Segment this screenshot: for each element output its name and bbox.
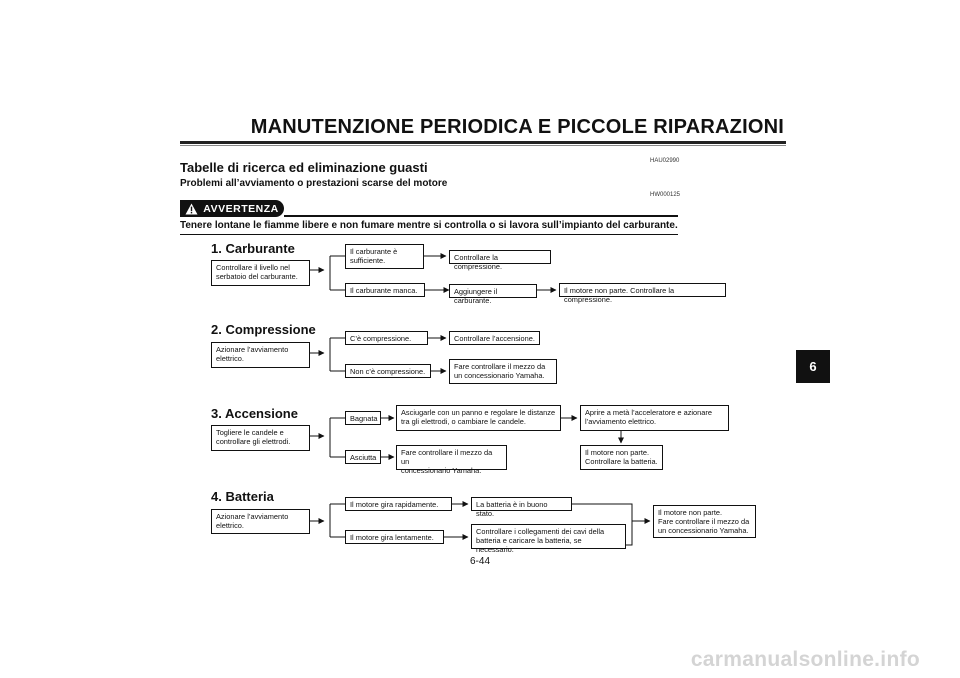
compressione-yes-action-box [449,331,540,345]
accensione-wet-action-box [396,405,561,431]
carburante-no-action-box [449,284,537,305]
section-subtitle: Problemi all’avviamento o prestazioni scarse del motore [180,178,448,189]
box-line: un concessionario Yamaha. [658,526,749,535]
box-line: elettrico. [216,354,244,363]
page-header-title: MANUTENZIONE PERIODICA E PICCOLE RIPARAZIONI [250,116,784,138]
accensione-dry-action-box [396,445,507,475]
box-line: serbatoio del carburante. [216,272,298,281]
carburante-yes-action-box [449,250,551,271]
box-line: Togliere le candele e [216,428,284,437]
compressione-start-box [211,342,310,368]
box-line: Azionare l’avviamento [216,345,289,354]
accensione-start-box [211,425,310,451]
compressione-no-box [345,364,431,378]
batteria-start-box [211,509,310,534]
box-line: Azionare l’avviamento [216,512,289,521]
accensione-wet-next-box [580,405,729,431]
box-line: La batteria è in buono stato. [476,500,548,518]
box-line: Il carburante manca. [350,286,418,295]
batteria-fast-result-box [471,497,572,518]
box-line: Aggiungere il carburante. [454,287,498,305]
section-title: Tabelle di ricerca ed eliminazione guasti [180,160,428,175]
carburante-yes-box [345,244,424,269]
box-line: Fare controllare il mezzo da un [401,448,493,466]
accensione-wet-result-box [580,445,663,470]
warning-code: HW000125 [650,192,681,198]
box-line: Asciugarle con un panno e regolare le distanze [401,408,556,417]
box-line: l’avviamento elettrico. [585,417,657,426]
batteria-final-box [653,505,756,538]
heading-carburante: 1. Carburante [211,241,295,256]
carburante-start-box [211,260,310,286]
box-line: Controllare i collegamenti dei cavi della [476,527,605,536]
box-line: Il carburante è [350,247,398,256]
warning-badge-label: AVVERTENZA [203,202,279,215]
warning-text: Tenere lontane le fiamme libere e non fumare mentre si controlla o si lavora sull’impianto del carburante. [180,220,678,231]
box-line: sufficiente. [350,256,386,265]
box-line: elettrico. [216,521,244,530]
box-line: Controllare la batteria. [585,457,658,466]
carburante-no-result-box [559,283,726,304]
box-line: Il motore non parte. [658,508,723,517]
box-line: un concessionario Yamaha. [454,371,545,380]
page-number: 6-44 [469,556,490,567]
box-line: controllare gli elettrodi. [216,437,291,446]
accensione-dry-box [345,450,381,464]
box-line: C’è compressione. [350,334,412,343]
box-line: Il motore gira rapidamente. [350,500,439,509]
box-line: Il motore non parte. [585,448,650,457]
watermark [0,648,960,672]
box-line: Il motore non parte. Controllare la compressione. [564,286,675,304]
section-code: HAU02990 [650,158,680,164]
box-line: Non c’è compressione. [350,367,426,376]
box-line: concessionario Yamaha. [401,466,482,475]
batteria-slow-action-box [471,524,626,554]
box-line: Fare controllare il mezzo da [658,517,750,526]
watermark-text: carmanualsonline.info [690,648,920,671]
heading-accensione: 3. Accensione [211,406,298,421]
box-line: Fare controllare il mezzo da [454,362,546,371]
box-line: Il motore gira lentamente. [350,533,434,542]
box-line: Controllare la compressione. [454,253,503,271]
accensione-wet-box [345,411,381,425]
box-line: Controllare il livello nel [216,263,290,272]
compressione-no-action-box [449,359,557,384]
box-line: Bagnata [350,414,378,423]
batteria-fast-box [345,497,452,511]
box-line: tra gli elettrodi, o cambiare le candele. [401,417,526,426]
chapter-tab: 6 [796,350,830,383]
box-line: Asciutta [350,453,377,462]
carburante-no-box [345,283,425,297]
box-line: batteria e caricare la batteria, se necessario. [476,536,582,554]
heading-compressione: 2. Compressione [211,322,316,337]
box-line: Controllare l’accensione. [454,334,535,343]
compressione-yes-box [345,331,428,345]
batteria-slow-box [345,530,444,544]
box-line: Aprire a metà l’acceleratore e azionare [585,408,712,417]
heading-batteria: 4. Batteria [211,489,274,504]
